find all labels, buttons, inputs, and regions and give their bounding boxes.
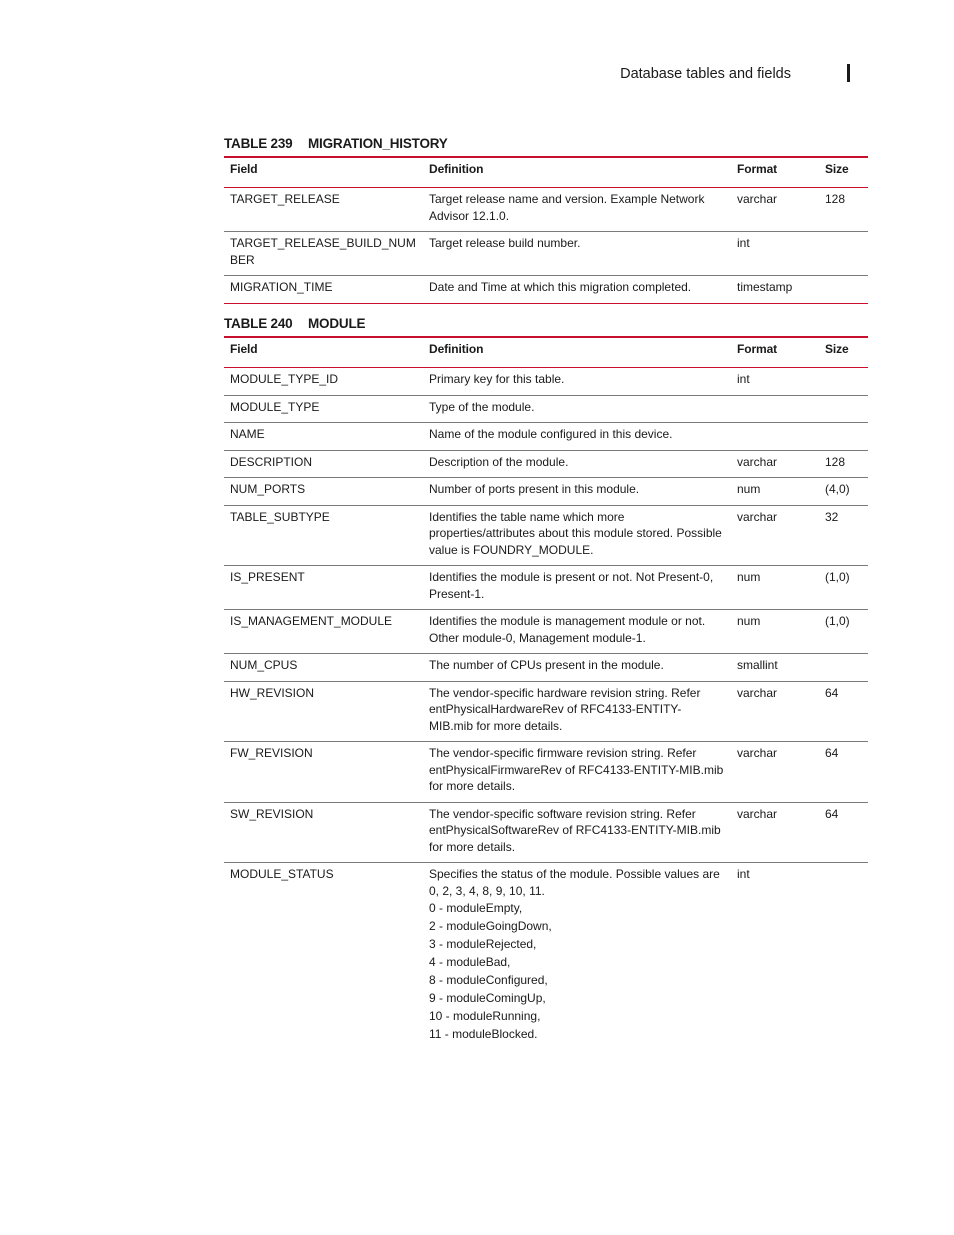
status-value-item: 10 - moduleRunning,	[429, 1009, 541, 1023]
cell-format: int	[737, 372, 750, 386]
cell-format: num	[737, 570, 761, 584]
cell-format	[731, 395, 819, 423]
cell-size	[819, 863, 868, 1051]
cell-definition: Identifies the table name which more properties/attributes about this module stored. Possible value is FOUNDRY_MODULE.	[429, 509, 722, 557]
cell-size	[819, 423, 868, 451]
table-row	[224, 276, 868, 304]
cell-definition: The vendor-specific software revision string. Refer entPhysicalSoftwareRev of RFC4133-ENTITY-MIB.mib for more details.	[429, 806, 721, 854]
cell-definition: The vendor-specific hardware revision string. Refer entPhysicalHardwareRev of RFC4133-ENTITY-MIB.mib for more details.	[429, 685, 701, 733]
status-value-item: 9 - moduleComingUp,	[429, 991, 546, 1005]
column-header-definition: Definition	[429, 342, 484, 356]
table-row	[224, 368, 868, 396]
cell-definition: Identifies the module is management module or not. Other module-0, Management module-1.	[429, 614, 706, 645]
running-header-bar	[847, 64, 850, 82]
cell-definition: Target release name and version. Example Network Advisor 12.1.0.	[429, 192, 705, 223]
cell-field: MODULE_TYPE_ID	[230, 372, 339, 386]
table-240-caption-number: TABLE 240	[224, 316, 293, 331]
table-row	[224, 505, 868, 566]
cell-size: 128	[825, 454, 846, 469]
table-row	[224, 423, 868, 451]
cell-format: timestamp	[737, 280, 793, 294]
module-status-values	[429, 899, 725, 1043]
cell-field: IS_PRESENT	[230, 570, 305, 584]
cell-size	[819, 395, 868, 423]
status-value-item: 3 - moduleRejected,	[429, 937, 537, 951]
cell-field: HW_REVISION	[230, 685, 315, 700]
cell-field: DESCRIPTION	[230, 454, 313, 469]
cell-size	[819, 232, 868, 276]
table-row	[224, 232, 868, 276]
cell-size: 64	[825, 746, 839, 760]
cell-format	[731, 423, 819, 451]
cell-format: varchar	[737, 192, 778, 206]
table-239-block	[224, 136, 868, 304]
cell-format: smallint	[737, 658, 778, 672]
table-row	[224, 478, 868, 506]
status-value-item: 8 - moduleConfigured,	[429, 973, 548, 987]
cell-definition: Description of the module.	[429, 454, 569, 469]
cell-format: varchar	[737, 454, 778, 469]
table-row	[224, 742, 868, 803]
cell-definition: Type of the module.	[429, 399, 535, 414]
cell-definition: Identifies the module is present or not. Not Present-0, Present-1.	[429, 570, 714, 601]
status-value-item: 2 - moduleGoingDown,	[429, 919, 552, 933]
cell-format: num	[737, 614, 761, 628]
column-header-format: Format	[737, 342, 778, 356]
table-239-caption-name: MIGRATION_HISTORY	[308, 136, 448, 151]
cell-field: TABLE_SUBTYPE	[230, 509, 330, 524]
running-header-title: Database tables and fields	[620, 66, 791, 82]
table-row	[224, 566, 868, 610]
table-240-caption-name: MODULE	[308, 316, 366, 331]
cell-size	[819, 276, 868, 304]
table-row	[224, 450, 868, 478]
status-value-item: 0 - moduleEmpty,	[429, 901, 523, 915]
cell-field: TARGET_RELEASE_BUILD_NUMBER	[230, 236, 416, 267]
cell-definition: Number of ports present in this module.	[429, 482, 640, 496]
table-240	[224, 336, 868, 1050]
column-header-size: Size	[825, 342, 849, 356]
cell-field: TARGET_RELEASE	[230, 192, 340, 206]
cell-field: MIGRATION_TIME	[230, 280, 333, 294]
cell-definition: The number of CPUs present in the module.	[429, 658, 664, 672]
cell-format: varchar	[737, 746, 778, 760]
running-header	[0, 64, 954, 84]
table-row	[224, 395, 868, 423]
table-239	[224, 156, 868, 304]
table-row	[224, 802, 868, 863]
table-240-header-row	[224, 337, 868, 368]
cell-format: varchar	[737, 685, 778, 700]
cell-format: int	[737, 867, 750, 881]
cell-definition	[423, 863, 731, 1051]
table-row	[224, 681, 868, 742]
cell-size: (1,0)	[825, 614, 850, 628]
cell-field: MODULE_TYPE	[230, 399, 320, 414]
cell-definition: The vendor-specific firmware revision string. Refer entPhysicalFirmwareRev of RFC4133-ENTITY-MIB.mib for more details.	[429, 746, 724, 793]
cell-definition: Date and Time at which this migration completed.	[429, 280, 692, 294]
cell-size	[819, 654, 868, 682]
cell-field: MODULE_STATUS	[230, 867, 334, 881]
cell-definition-text: Specifies the status of the module. Possible values are 0, 2, 3, 4, 8, 9, 10, 11.	[429, 867, 720, 898]
cell-field: SW_REVISION	[230, 806, 314, 821]
cell-format: varchar	[737, 806, 778, 821]
cell-field: NUM_CPUS	[230, 658, 298, 672]
cell-field: IS_MANAGEMENT_MODULE	[230, 614, 393, 628]
cell-size: 64	[825, 685, 839, 700]
cell-format: int	[737, 236, 750, 250]
cell-size: (1,0)	[825, 570, 850, 584]
column-header-format: Format	[737, 162, 778, 176]
cell-definition: Name of the module configured in this device.	[429, 427, 673, 441]
table-row	[224, 863, 868, 1051]
status-value-item: 4 - moduleBad,	[429, 955, 511, 969]
cell-size	[819, 368, 868, 396]
cell-size: (4,0)	[825, 482, 850, 496]
cell-size: 64	[825, 806, 839, 821]
table-239-caption-number: TABLE 239	[224, 136, 293, 151]
column-header-size: Size	[825, 162, 849, 176]
cell-field: FW_REVISION	[230, 746, 313, 760]
table-240-caption	[224, 316, 868, 331]
cell-format: num	[737, 482, 761, 496]
cell-size: 128	[825, 192, 846, 206]
column-header-definition: Definition	[429, 162, 484, 176]
table-row	[224, 654, 868, 682]
cell-definition: Primary key for this table.	[429, 372, 565, 386]
table-row	[224, 610, 868, 654]
cell-format: varchar	[737, 509, 778, 524]
cell-size: 32	[825, 509, 839, 524]
column-header-field: Field	[230, 162, 258, 176]
column-header-field: Field	[230, 342, 258, 356]
table-row	[224, 188, 868, 232]
status-value-item: 11 - moduleBlocked.	[429, 1027, 538, 1041]
cell-definition: Target release build number.	[429, 236, 581, 250]
cell-field: NUM_PORTS	[230, 482, 306, 496]
table-240-block	[224, 316, 868, 1050]
table-239-header-row	[224, 157, 868, 188]
cell-field: NAME	[230, 427, 265, 441]
table-239-caption	[224, 136, 868, 151]
